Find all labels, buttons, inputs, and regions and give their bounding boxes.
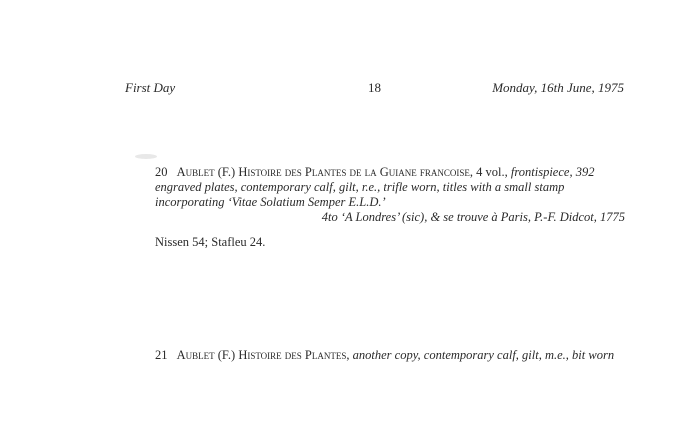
lot-entry xyxy=(125,348,625,363)
lot-author: Aublet (F.) xyxy=(176,348,236,362)
lot-entry xyxy=(125,165,625,225)
lot-title: Histoire des Plantes, xyxy=(238,348,350,362)
lot-imprint: 4to ‘A Londres’ (sic), & se trouve à Paris, P.-F. Didcot, 1775 xyxy=(321,210,625,224)
lot-number: 20 xyxy=(155,165,168,179)
lot-description: another copy, contemporary calf, gilt, m.e., bit worn xyxy=(352,348,615,362)
lot-volumes: 4 vol., xyxy=(476,165,508,179)
page-number: 18 xyxy=(368,80,381,95)
ink-smudge xyxy=(135,154,157,159)
lot-heading xyxy=(125,348,625,363)
lot-author: Aublet (F.) xyxy=(176,165,236,179)
lot-number: 21 xyxy=(155,348,168,362)
page-header xyxy=(125,80,624,100)
lot-title: Histoire des Plantes de la Guiane francoise, xyxy=(238,165,474,179)
header-day: First Day xyxy=(125,80,176,95)
header-date: Monday, 16th June, 1975 xyxy=(492,80,624,95)
lot-description: frontispiece, 392 engraved plates, contemporary calf, gilt, r.e., trifle worn, titles with a small stamp incorporating ‘Vitae Solatium Semper E.L.D.’ xyxy=(155,165,595,209)
lot-references: Nissen 54; Stafleu 24. xyxy=(155,235,266,249)
lot-heading xyxy=(125,165,625,210)
